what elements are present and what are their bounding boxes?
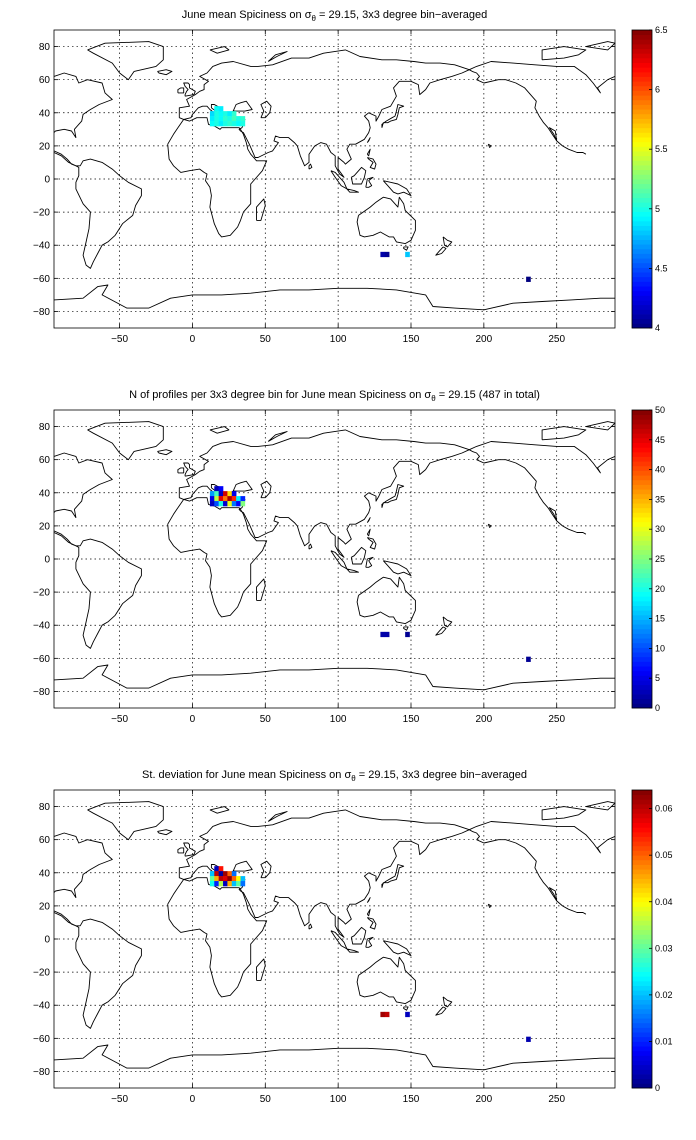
x-tick-label: 200 — [475, 334, 493, 345]
data-cell — [236, 116, 241, 121]
data-cell — [219, 111, 224, 116]
colorbar-tick-label: 30 — [655, 524, 666, 535]
data-cell — [227, 871, 232, 876]
y-tick-label: 60 — [38, 455, 50, 467]
y-tick-label: −60 — [33, 653, 50, 665]
data-cell — [219, 106, 224, 111]
coastlines — [54, 802, 615, 1070]
colorbar — [632, 25, 668, 333]
data-cell — [214, 116, 219, 121]
colorbar — [632, 790, 673, 1093]
data-cell — [227, 496, 232, 501]
data-cell — [219, 121, 224, 126]
x-tick-label: 100 — [329, 714, 347, 725]
data-cells — [210, 486, 531, 662]
panel-title: St. deviation for June mean Spiciness on $\sigma_\theta = 29.15$, 3x3 degree bin−averaged — [142, 769, 527, 783]
data-cell — [214, 121, 219, 126]
data-cell — [214, 111, 219, 116]
x-tick-label: 100 — [329, 334, 347, 345]
y-tick-label: −20 — [33, 967, 50, 979]
colorbar-tick-label: 4.5 — [655, 263, 668, 274]
data-cell — [236, 496, 241, 501]
data-cell — [232, 876, 237, 881]
x-tick-label: 250 — [548, 714, 566, 725]
y-tick-label: −20 — [33, 587, 50, 599]
x-tick-label: −50 — [111, 334, 129, 345]
y-tick-label: −40 — [33, 1000, 50, 1012]
x-tick-label: 150 — [402, 714, 420, 725]
y-tick-label: −80 — [33, 1066, 50, 1078]
data-cell — [219, 501, 224, 506]
colorbar-tick-label: 35 — [655, 494, 666, 505]
data-cell — [405, 632, 410, 637]
data-cell — [210, 881, 215, 886]
data-cell — [214, 491, 219, 496]
y-tick-label: −60 — [33, 273, 50, 285]
map-panel-1 — [33, 9, 667, 345]
x-tick-label: 50 — [259, 714, 271, 725]
data-cell — [227, 121, 232, 126]
x-tick-label: 0 — [189, 1094, 196, 1105]
data-cell — [232, 116, 237, 121]
data-cell — [526, 277, 531, 282]
y-tick-label: −80 — [33, 686, 50, 698]
x-tick-label: 150 — [402, 334, 420, 345]
data-cell — [214, 871, 219, 876]
colorbar-tick-label: 0 — [655, 1083, 661, 1093]
data-cell — [223, 496, 228, 501]
data-cell — [232, 871, 237, 876]
data-cell — [385, 632, 390, 637]
map-panel-2 — [33, 389, 665, 725]
data-cell — [232, 491, 237, 496]
colorbar — [632, 405, 665, 713]
data-cell — [380, 1012, 385, 1017]
coastlines — [54, 42, 615, 310]
x-tick-label: −50 — [111, 714, 129, 725]
data-cells — [210, 866, 531, 1042]
data-cell — [227, 111, 232, 116]
data-cell — [210, 501, 215, 506]
data-cell — [210, 876, 215, 881]
data-cell — [223, 501, 228, 506]
data-cell — [223, 881, 228, 886]
x-tick-label: −50 — [111, 1094, 129, 1105]
x-tick-label: 200 — [475, 1094, 493, 1105]
data-cell — [385, 1012, 390, 1017]
data-cell — [241, 116, 246, 121]
colorbar-tick-label: 4 — [655, 323, 661, 333]
x-tick-label: 150 — [402, 1094, 420, 1105]
y-tick-label: −40 — [33, 620, 50, 632]
data-cell — [219, 881, 224, 886]
x-tick-label: 50 — [259, 334, 271, 345]
y-tick-label: 60 — [38, 75, 50, 87]
colorbar-tick-label: 45 — [655, 434, 666, 445]
data-cell — [223, 491, 228, 496]
data-cell — [214, 501, 219, 506]
data-cell — [236, 876, 241, 881]
colorbar-tick-label: 10 — [655, 643, 666, 654]
data-cell — [227, 491, 232, 496]
data-cell — [210, 496, 215, 501]
data-cell — [227, 501, 232, 506]
data-cell — [223, 871, 228, 876]
colorbar-tick-label: 0.03 — [655, 943, 673, 954]
y-tick-label: 40 — [38, 488, 50, 500]
y-tick-label: 80 — [38, 802, 50, 814]
y-tick-label: 80 — [38, 42, 50, 54]
colorbar-tick-label: 0.04 — [655, 896, 673, 907]
data-cell — [219, 116, 224, 121]
y-tick-label: 60 — [38, 835, 50, 847]
y-tick-label: 20 — [38, 901, 50, 913]
data-cell — [232, 121, 237, 126]
data-cell — [232, 881, 237, 886]
x-tick-label: 100 — [329, 1094, 347, 1105]
x-tick-label: 0 — [189, 714, 196, 725]
data-cell — [210, 111, 215, 116]
colorbar-tick-label: 5 — [655, 673, 661, 684]
colorbar-tick-label: 0.06 — [655, 803, 673, 814]
data-cell — [214, 881, 219, 886]
colorbar-tick-label: 15 — [655, 613, 666, 624]
colorbar-tick-label: 0.01 — [655, 1036, 673, 1047]
data-cell — [210, 871, 215, 876]
data-cell — [219, 486, 224, 491]
y-tick-label: 0 — [44, 174, 50, 186]
y-tick-label: 40 — [38, 868, 50, 880]
data-cell — [236, 121, 241, 126]
data-cell — [223, 121, 228, 126]
x-tick-label: 200 — [475, 714, 493, 725]
x-tick-label: 0 — [189, 334, 196, 345]
colorbar-tick-label: 0 — [655, 703, 661, 713]
grid-lines — [54, 30, 615, 328]
data-cell — [241, 876, 246, 881]
colorbar-tick-label: 50 — [655, 405, 666, 415]
colorbar-tick-label: 6 — [655, 84, 661, 95]
colorbar-tick-label: 5 — [655, 203, 661, 214]
data-cell — [210, 121, 215, 126]
map-panel-3 — [33, 769, 673, 1105]
y-tick-label: 0 — [44, 554, 50, 566]
data-cell — [241, 496, 246, 501]
data-cell — [380, 252, 385, 257]
y-tick-label: −40 — [33, 240, 50, 252]
data-cell — [219, 871, 224, 876]
colorbar-tick-label: 20 — [655, 583, 666, 594]
colorbar-tick-label: 5.5 — [655, 144, 668, 155]
data-cell — [526, 657, 531, 662]
grid-lines — [54, 410, 615, 708]
data-cell — [219, 876, 224, 881]
data-cell — [241, 501, 246, 506]
x-tick-label: 250 — [548, 1094, 566, 1105]
data-cell — [232, 111, 237, 116]
colorbar-tick-label: 0.05 — [655, 850, 673, 861]
colorbar-tick-label: 40 — [655, 464, 666, 475]
y-tick-label: −20 — [33, 207, 50, 219]
data-cell — [214, 876, 219, 881]
data-cell — [214, 486, 219, 491]
colorbar-tick-label: 6.5 — [655, 25, 668, 35]
y-tick-label: −80 — [33, 306, 50, 318]
grid-lines — [54, 790, 615, 1088]
data-cell — [219, 866, 224, 871]
data-cell — [385, 252, 390, 257]
y-tick-label: 80 — [38, 422, 50, 434]
data-cell — [380, 632, 385, 637]
data-cell — [223, 111, 228, 116]
data-cell — [219, 496, 224, 501]
data-cell — [227, 881, 232, 886]
data-cell — [219, 491, 224, 496]
data-cell — [526, 1037, 531, 1042]
data-cell — [236, 881, 241, 886]
colorbar-tick-label: 25 — [655, 554, 666, 564]
y-tick-label: 40 — [38, 108, 50, 120]
x-tick-label: 50 — [259, 1094, 271, 1105]
data-cell — [214, 866, 219, 871]
data-cell — [405, 1012, 410, 1017]
x-tick-label: 250 — [548, 334, 566, 345]
y-tick-label: −60 — [33, 1033, 50, 1045]
data-cells — [210, 106, 531, 282]
data-cell — [241, 121, 246, 126]
data-cell — [227, 876, 232, 881]
y-tick-label: 0 — [44, 934, 50, 946]
data-cell — [232, 496, 237, 501]
y-tick-label: 20 — [38, 521, 50, 533]
data-cell — [223, 876, 228, 881]
coastlines — [54, 422, 615, 690]
data-cell — [227, 116, 232, 121]
data-cell — [210, 116, 215, 121]
panel-title: N of profiles per 3x3 degree bin for June mean Spiciness on $\sigma_\theta = 29.15$ (487 in total) — [129, 389, 540, 403]
data-cell — [232, 501, 237, 506]
panel-title: June mean Spiciness on $\sigma_\theta = 29.15$, 3x3 degree bin−averaged — [181, 9, 488, 23]
y-tick-label: 20 — [38, 141, 50, 153]
data-cell — [241, 881, 246, 886]
colorbar-tick-label: 0.02 — [655, 989, 673, 1000]
data-cell — [210, 491, 215, 496]
data-cell — [214, 106, 219, 111]
data-cell — [223, 116, 228, 121]
data-cell — [236, 501, 241, 506]
data-cell — [214, 496, 219, 501]
data-cell — [405, 252, 410, 257]
